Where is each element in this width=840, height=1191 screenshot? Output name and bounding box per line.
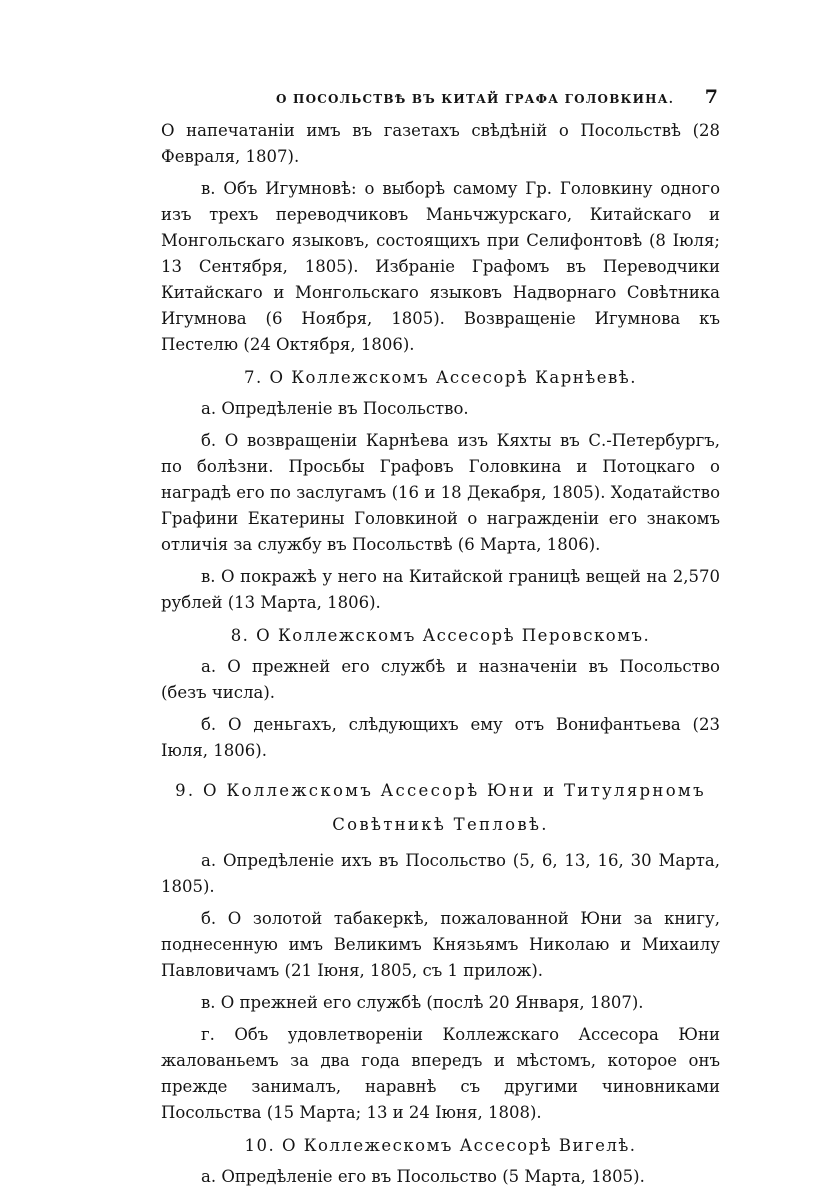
- paragraph-item-a-yuni: а. Опредѣленіе ихъ въ Посольство (5, 6, 13, 16, 30 Марта, 1805).: [161, 851, 720, 896]
- paragraph-item-v-igumnov: в. Объ Игумновѣ: о выборѣ самому Гр. Головкину одного изъ трехъ переводчиковъ Маньчжурскаго, Китайскаго и Монгольскаго языковъ, состоящихъ при Селифонтовѣ (8 Іюля; 13 Сентября, 1805). Избраніе Графомъ въ Переводчики Китайскаго и Монгольскаго языковъ Надворнаго Совѣтника Игумнова (6 Ноября, 1805). Возвращеніе Игумнова къ Пестелю (24 Октября, 1806).: [161, 179, 720, 354]
- paragraph-item-g-yuni: г. Объ удовлетвореніи Коллежскаго Ассесора Юни жалованьемъ за два года впередъ и мѣстомъ, которое онъ прежде занималъ, наравнѣ съ другими чиновниками Посольства (15 Марта; 13 и 24 Іюня, 1808).: [161, 1025, 720, 1122]
- paragraph-item-a-vigel: а. Опредѣленіе его въ Посольство (5 Марта, 1805).: [201, 1167, 645, 1186]
- running-title: О ПОСОЛЬСТВѢ ВЪ КИТАЙ ГРАФА ГОЛОВКИНА.: [276, 92, 675, 106]
- paragraph-item-v-yuni: в. О прежней его службѣ (послѣ 20 Января, 1807).: [201, 993, 644, 1012]
- paragraph-item-b-yuni: б. О золотой табакеркѣ, пожалованной Юни за книгу, поднесенную имъ Великимъ Князьямъ Николаю и Михаилу Павловичамъ (21 Іюня, 1805, съ 1 прилож).: [161, 909, 720, 980]
- page-number: 7: [704, 86, 718, 108]
- paragraph-item-b-perovsky: б. О деньгахъ, слѣдующихъ ему отъ Вонифантьева (23 Іюля, 1806).: [161, 715, 720, 760]
- paragraph-item-v-karneev: в. О покражѣ у него на Китайской границѣ вещей на 2,570 рублей (13 Марта, 1806).: [161, 567, 720, 612]
- paragraph-item-a-perovsky: а. О прежней его службѣ и назначеніи въ Посольство (безъ числа).: [161, 657, 720, 702]
- paragraph-item-b-karneev: б. О возвращеніи Карнѣева изъ Кяхты въ С.-Петербургъ, по болѣзни. Просьбы Графовъ Головкина и Потоцкаго о наградѣ его по заслугамъ (16 и 18 Декабря, 1805). Ходатайство Графини Екатерины Головкиной о награжденіи его знакомъ отличія за службу въ Посольствѣ (6 Марта, 1806).: [161, 431, 720, 554]
- section-heading-perovsky: 8. О Коллежскомъ Ассесорѣ Перовскомъ.: [230, 626, 651, 645]
- section-heading-karneev: 7. О Коллежскомъ Ассесорѣ Карнѣевѣ.: [244, 368, 637, 387]
- book-page: [161, 82, 720, 1190]
- section-heading-yuni-teplov: 9. О Коллежскомъ Ассесорѣ Юни и Титулярномъ Совѣтникѣ Тепловѣ.: [175, 781, 706, 834]
- paragraph-continuation: О напечатаніи имъ въ газетахъ свѣдѣній о Посольствѣ (28 Февраля, 1807).: [161, 121, 720, 166]
- section-heading-vigel: 10. О Коллежескомъ Ассесорѣ Вигелѣ.: [244, 1136, 637, 1155]
- paragraph-item-a-karneev: а. Опредѣленіе въ Посольство.: [201, 399, 469, 418]
- page-header: [161, 82, 720, 118]
